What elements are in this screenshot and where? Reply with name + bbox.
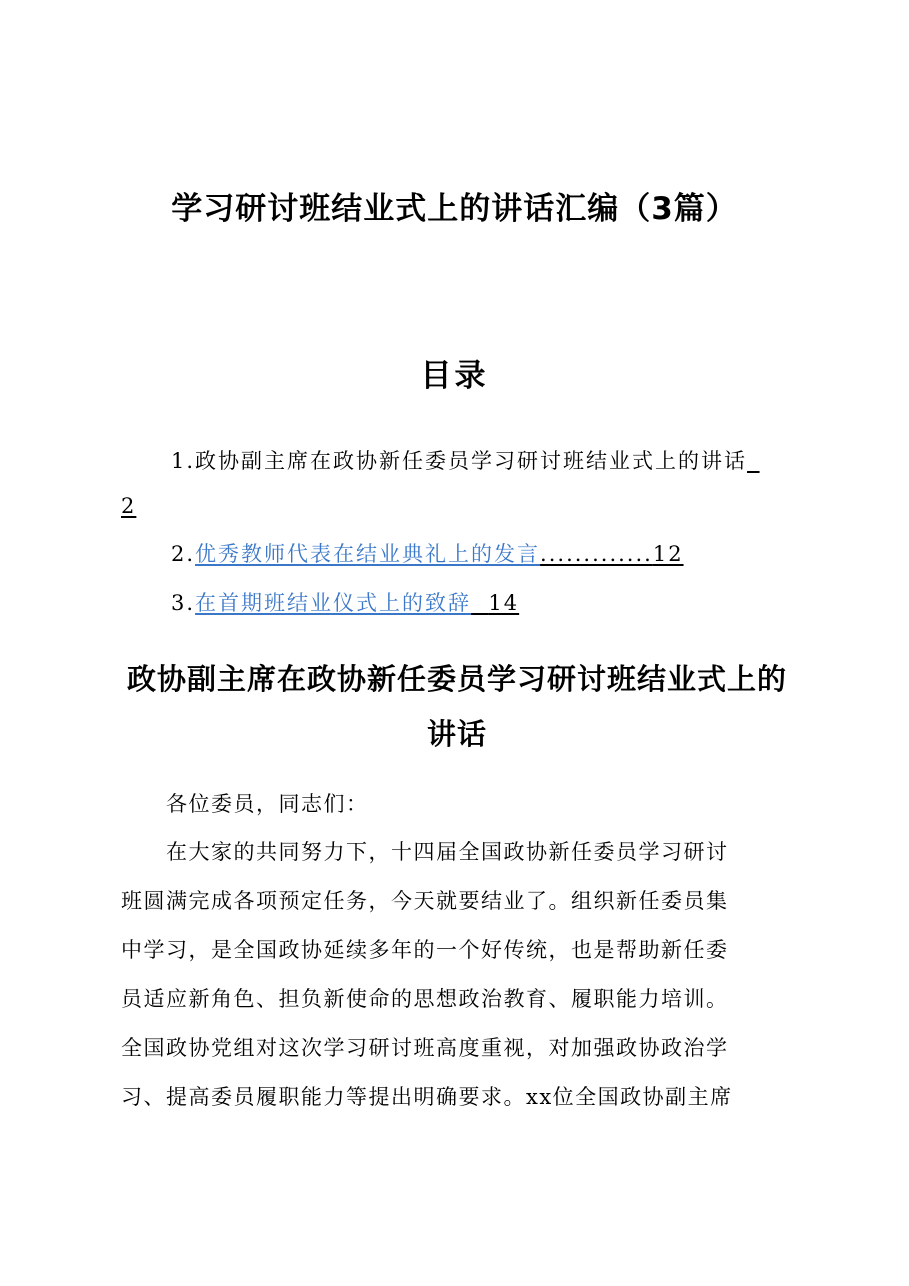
paragraph-line: 习、提高委员履职能力等提出明确要求。xx位全国政协副主席: [121, 1085, 733, 1109]
paragraph-line: 员适应新角色、担负新使命的思想政治教育、履职能力培训。: [121, 987, 729, 1011]
paragraph-line: 中学习，是全国政协延续多年的一个好传统，也是帮助新任委: [121, 938, 729, 962]
toc-item-2[interactable]: [171, 538, 684, 570]
body-paragraph: [121, 828, 796, 1122]
toc-item-1-page[interactable]: [121, 490, 136, 522]
paragraph-line: 全国政协党组对这次学习研讨班高度重视，对加强政协政治学: [121, 1036, 729, 1060]
toc-item-text[interactable]: 政协副主席在政协新任委员学习研讨班结业式上的讲话: [195, 449, 748, 473]
toc-item-leader: [471, 591, 488, 615]
section-title: 政协副主席在政协新任委员学习研讨班结业式上的讲话: [126, 662, 787, 751]
paragraph-line: 在大家的共同努力下，十四届全国政协新任委员学习研讨: [121, 840, 729, 864]
toc-item-3[interactable]: [171, 587, 519, 619]
document-title: 学习研讨班结业式上的讲话汇编（3篇）: [171, 191, 738, 227]
toc-item-page-number[interactable]: 14: [488, 591, 520, 615]
paragraph-line: 班圆满完成各项预定任务，今天就要结业了。组织新任委员集: [121, 889, 729, 913]
toc-item-page-number[interactable]: 12: [652, 542, 684, 566]
salutation-text: 各位委员，同志们：: [166, 792, 369, 816]
toc-heading: 目录: [420, 358, 489, 394]
toc-item-link[interactable]: 优秀教师代表在结业典礼上的发言: [195, 542, 541, 566]
toc-item-leader: _: [747, 449, 760, 473]
toc-item-number: 2.: [171, 542, 196, 566]
toc-item-1[interactable]: [171, 445, 760, 477]
toc-item-page-number[interactable]: 2: [121, 494, 137, 518]
salutation: [121, 780, 796, 829]
toc-item-number: 3.: [171, 591, 196, 615]
toc-item-number: 1.: [171, 449, 196, 473]
toc-item-link[interactable]: 在首期班结业仪式上的致辞: [195, 591, 472, 615]
toc-item-leader: .............: [540, 542, 653, 566]
